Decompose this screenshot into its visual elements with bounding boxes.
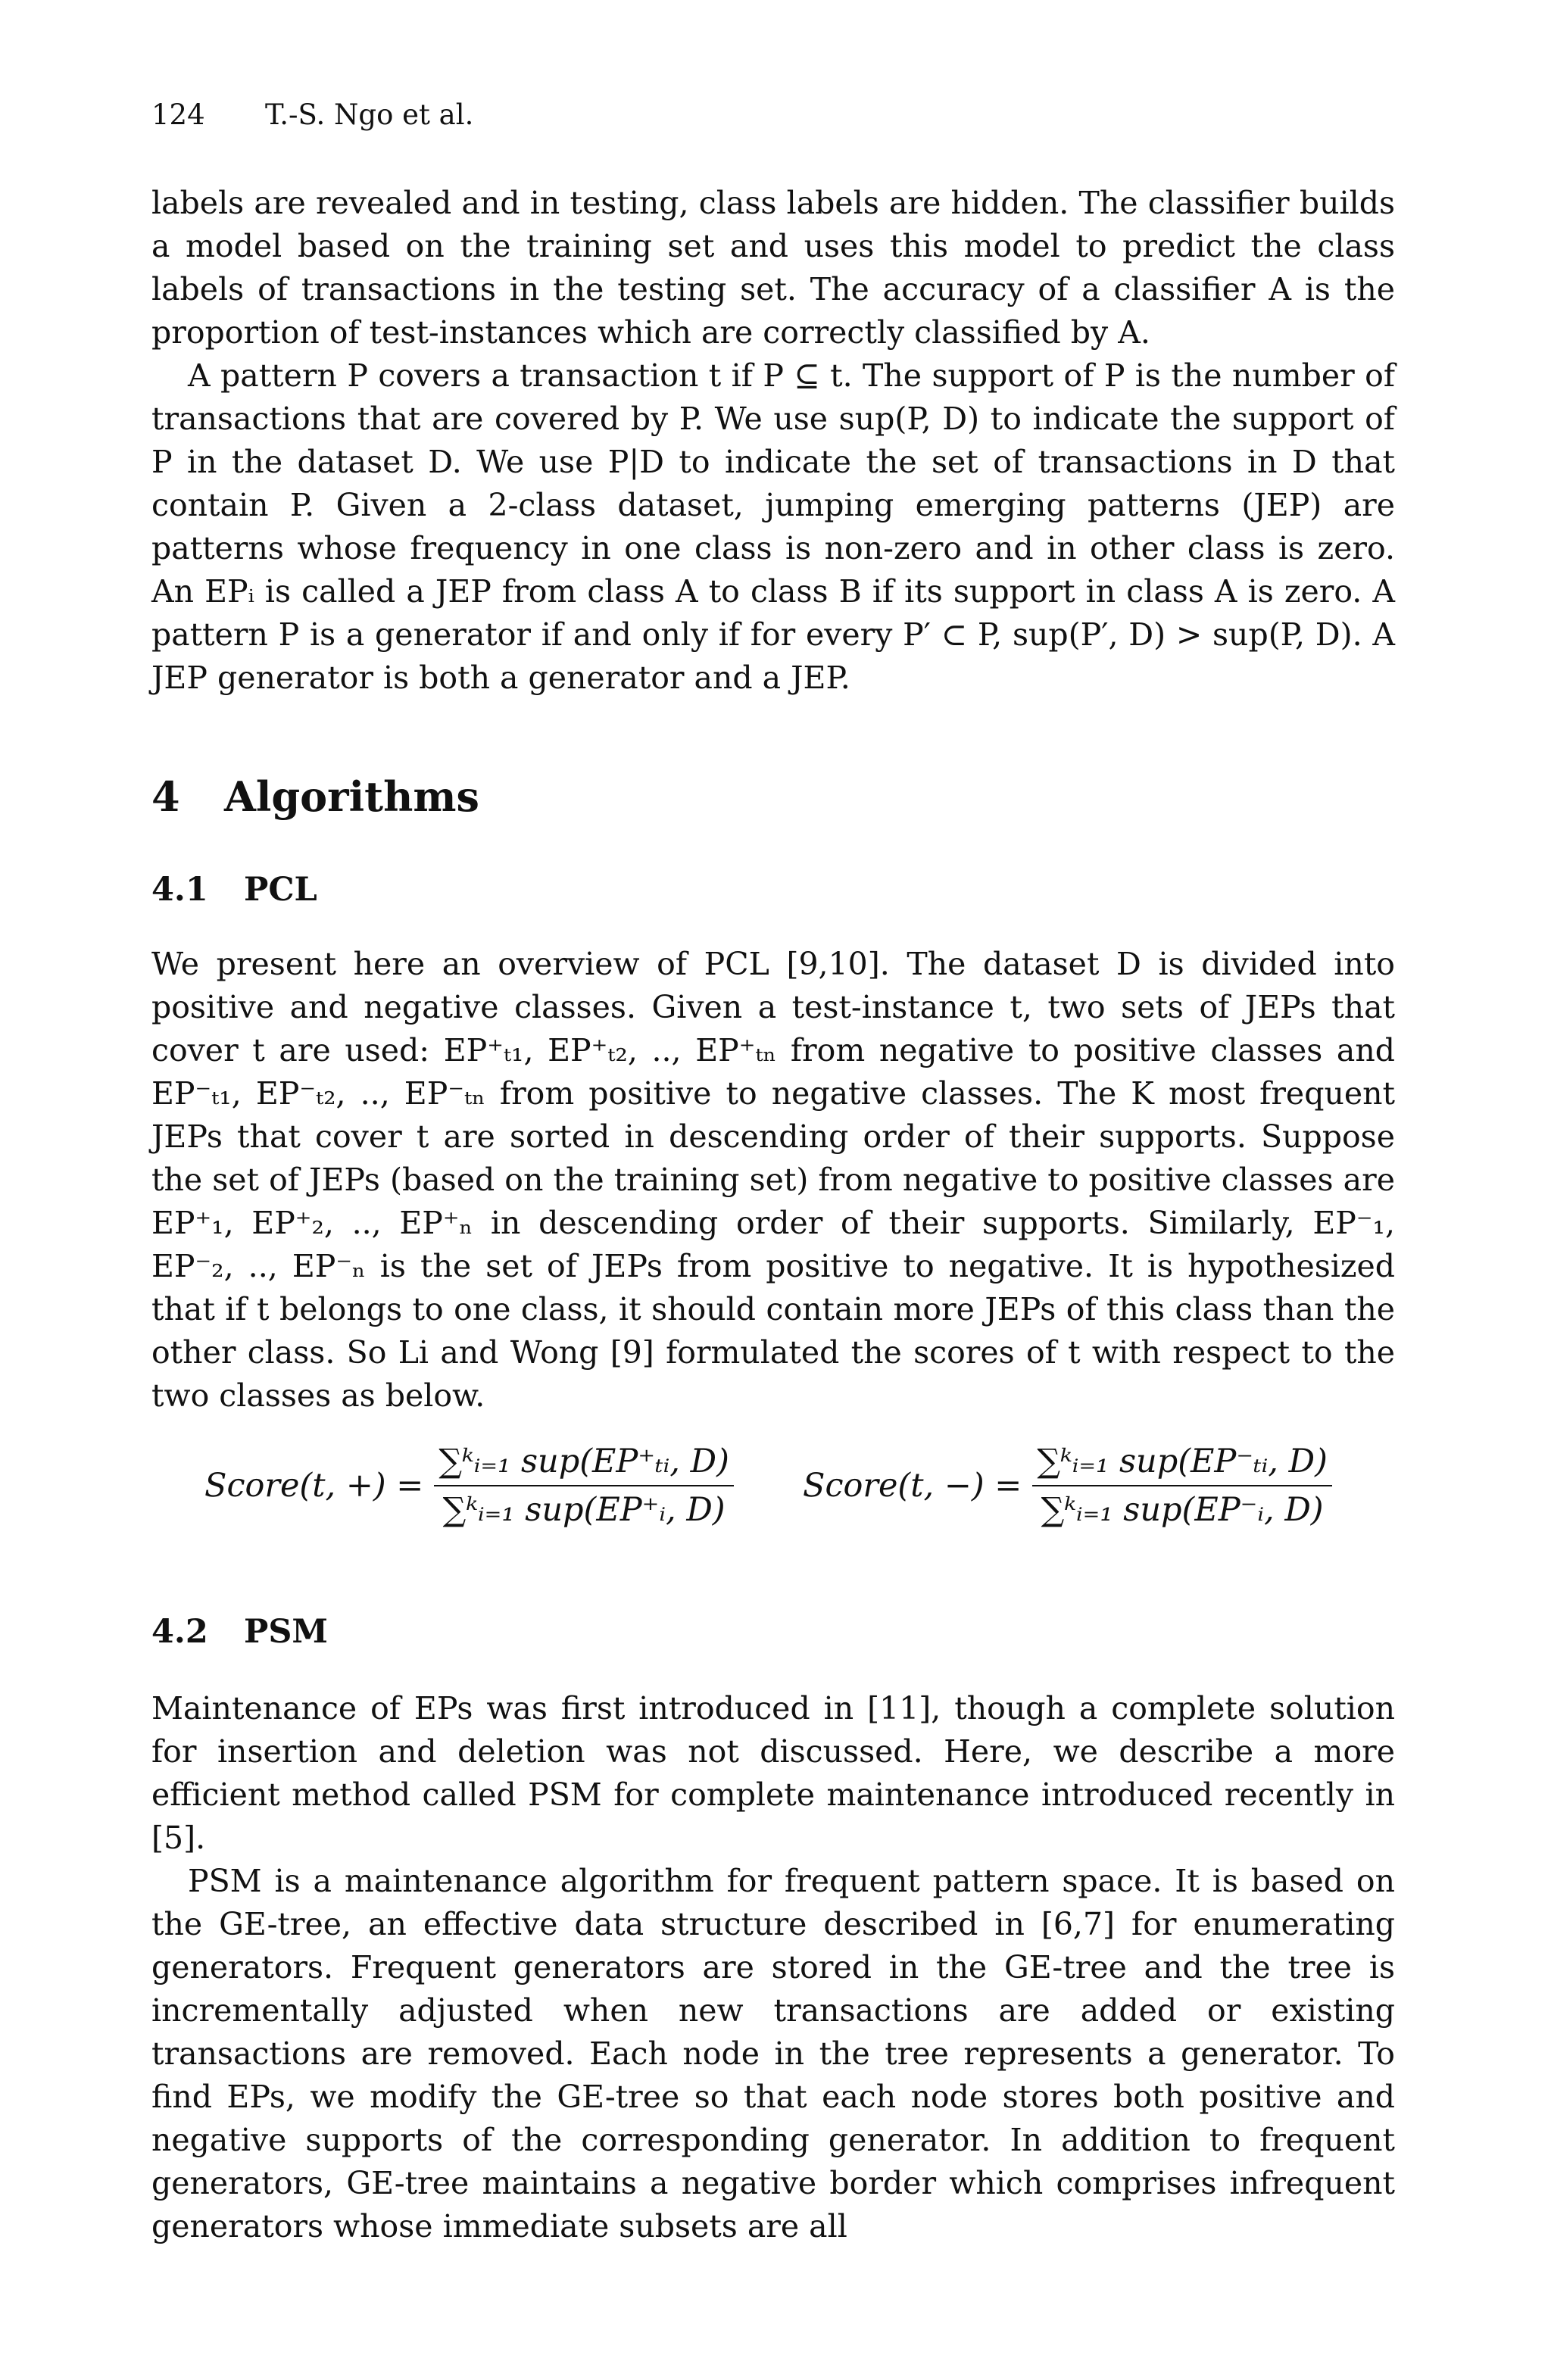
denominator: ∑ᵏᵢ₌₁ sup(EP⁺ᵢ, D) (442, 1491, 726, 1529)
equation-lhs: Score(t, −) = (803, 1467, 1022, 1505)
subsection-heading (151, 871, 317, 909)
numerator: ∑ᵏᵢ₌₁ sup(EP⁺ₜᵢ, D) (434, 1443, 734, 1486)
intro-text (151, 182, 1395, 700)
subsection-heading (151, 1613, 328, 1651)
subsection-number: 4.2 (151, 1613, 208, 1651)
equation-score-positive (204, 1443, 734, 1529)
page-number: 124 (151, 98, 205, 131)
paragraph: Maintenance of EPs was first introduced in [11], though a complete solution for insertion and deletion was not discussed. Here, we describe a more efficient method called PSM for complete maintenance introduced recently in [5]. (151, 1690, 1395, 1856)
equation-score-negative (803, 1443, 1332, 1529)
fraction (1032, 1443, 1332, 1529)
section-title: Algorithms (224, 772, 479, 821)
running-header (151, 98, 473, 131)
paragraph: labels are revealed and in testing, class labels are hidden. The classifier builds a model based on the training set and uses this model to predict the class labels of transactions in the testing set. The accuracy of a classifier A is the proportion of test-instances which are correctly classified by A. (151, 185, 1395, 351)
fraction (434, 1443, 734, 1529)
subsection-number: 4.1 (151, 871, 208, 909)
pcl-text (151, 943, 1395, 1418)
section-heading (151, 772, 479, 821)
subsection-title: PCL (244, 871, 317, 909)
subsection-title: PSM (244, 1613, 328, 1651)
psm-text (151, 1687, 1395, 2248)
equation-lhs: Score(t, +) = (204, 1467, 424, 1505)
paragraph: We present here an overview of PCL [9,10]. The dataset D is divided into positive and negative classes. Given a test-instance t, two sets of JEPs that cover t are used: EP⁺ₜ₁, EP⁺ₜ₂, .., EP⁺ₜₙ from negative to positive classes and EP⁻ₜ₁, EP⁻ₜ₂, .., EP⁻ₜₙ from positive to negative classes. The K most frequent JEPs that cover t are sorted in descending order of their supports. Suppose the set of JEPs (based on the training set) from negative to positive classes are EP⁺₁, EP⁺₂, .., EP⁺ₙ in descending order of their supports. Similarly, EP⁻₁, EP⁻₂, .., EP⁻ₙ is the set of JEPs from positive to negative. It is hypothesized that if t belongs to one class, it should contain more JEPs of this class than the other class. So Li and Wong [9] formulated the scores of t with respect to the two classes as below. (151, 946, 1395, 1414)
section-number: 4 (151, 772, 180, 821)
running-head: T.-S. Ngo et al. (265, 98, 474, 131)
denominator: ∑ᵏᵢ₌₁ sup(EP⁻ᵢ, D) (1041, 1491, 1324, 1529)
paragraph: A pattern P covers a transaction t if P ⊆ t. The support of P is the number of transactions that are covered by P. We use sup(P, D) to indicate the support of P in the dataset D. We use P|D to indicate the set of transactions in D that contain P. Given a 2-class dataset, jumping emerging patterns (JEP) are patterns whose frequency in one class is non-zero and in other class is zero. An EPᵢ is called a JEP from class A to class B if its support in class A is zero. A pattern P is a generator if and only if for every P′ ⊂ P, sup(P′, D) > sup(P, D). A JEP generator is both a generator and a JEP. (151, 357, 1395, 696)
paragraph: PSM is a maintenance algorithm for frequent pattern space. It is based on the GE-tree, an effective data structure described in [6,7] for enumerating generators. Frequent generators are stored in the GE-tree and the tree is incrementally adjusted when new transactions are added or existing transactions are removed. Each node in the tree represents a generator. To find EPs, we modify the GE-tree so that each node stores both positive and negative supports of the corresponding generator. In addition to frequent generators, GE-tree maintains a negative border which comprises infrequent generators whose immediate subsets are all (151, 1863, 1395, 2244)
numerator: ∑ᵏᵢ₌₁ sup(EP⁻ₜᵢ, D) (1032, 1443, 1332, 1486)
